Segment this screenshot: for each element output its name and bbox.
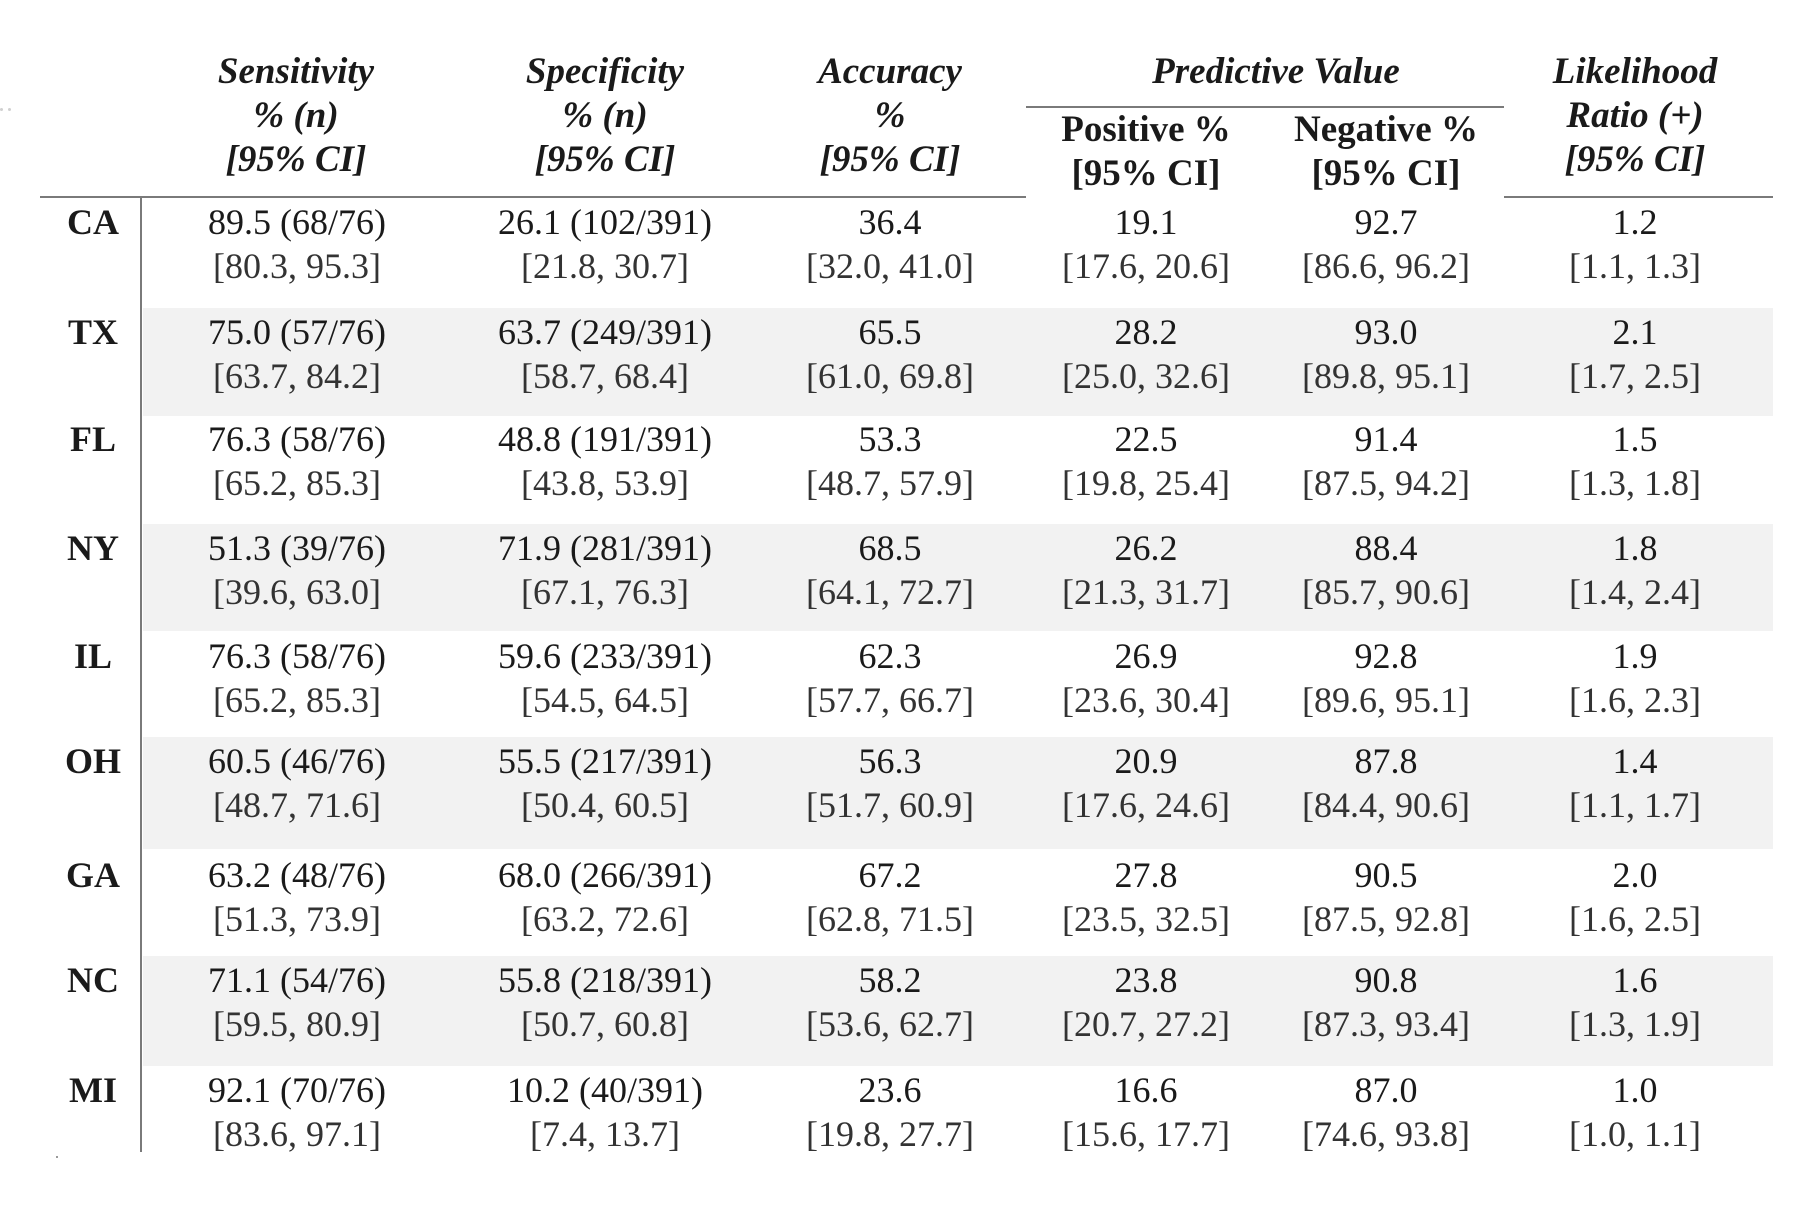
cell-acc (780, 200, 1000, 288)
cell-ppv (1026, 958, 1266, 1046)
row-state-label: NY (67, 528, 119, 568)
row-state-label: GA (66, 855, 120, 895)
cell-confidence-interval: [7.4, 13.7] (530, 1114, 680, 1154)
cell-npv (1266, 958, 1506, 1046)
cell-value: 71.9 (281/391) (498, 528, 712, 568)
header-line: Predictive Value (1152, 51, 1400, 92)
cell-value: 19.1 (1114, 202, 1178, 242)
cell-confidence-interval: [53.6, 62.7] (806, 1004, 974, 1044)
row-state-label: MI (69, 1070, 117, 1110)
cell-value: 28.2 (1114, 312, 1178, 352)
cell-confidence-interval: [62.8, 71.5] (806, 899, 974, 939)
cell-confidence-interval: [50.4, 60.5] (521, 785, 689, 825)
header-line: Positive % (1061, 109, 1231, 150)
row-state-label: NC (67, 960, 119, 1000)
cell-value: 23.6 (858, 1070, 922, 1110)
cell-value: 1.4 (1612, 741, 1658, 781)
cell-value: 56.3 (858, 741, 922, 781)
cell-confidence-interval: [1.3, 1.8] (1569, 463, 1701, 503)
header-likelihood-ratio (1520, 50, 1750, 182)
cell-value: 2.1 (1612, 312, 1658, 352)
cell-lr (1520, 853, 1750, 941)
cell-value: 27.8 (1114, 855, 1178, 895)
cell-confidence-interval: [74.6, 93.8] (1302, 1114, 1470, 1154)
cell-lr (1520, 310, 1750, 398)
cell-value: 16.6 (1114, 1070, 1178, 1110)
cell-lr (1520, 200, 1750, 288)
cell-confidence-interval: [85.7, 90.6] (1302, 572, 1470, 612)
cell-value: 92.8 (1354, 636, 1418, 676)
cell-spec (478, 526, 732, 614)
cell-value: 22.5 (1114, 419, 1178, 459)
cell-spec (478, 958, 732, 1046)
header-negative (1266, 108, 1506, 196)
cell-acc (780, 310, 1000, 398)
cell-npv (1266, 739, 1506, 827)
cell-ppv (1026, 634, 1266, 722)
cell-confidence-interval: [21.3, 31.7] (1062, 572, 1230, 612)
header-specificity (475, 50, 735, 182)
cell-value: 58.2 (858, 960, 922, 1000)
cell-confidence-interval: [1.0, 1.1] (1569, 1114, 1701, 1154)
cell-confidence-interval: [39.6, 63.0] (213, 572, 381, 612)
cell-sens (174, 739, 420, 827)
cell-confidence-interval: [84.4, 90.6] (1302, 785, 1470, 825)
cell-confidence-interval: [20.7, 27.2] (1062, 1004, 1230, 1044)
cell-confidence-interval: [43.8, 53.9] (521, 463, 689, 503)
cell-confidence-interval: [17.6, 24.6] (1062, 785, 1230, 825)
cell-confidence-interval: [89.6, 95.1] (1302, 680, 1470, 720)
cell-value: 1.8 (1612, 528, 1658, 568)
cell-value: 26.9 (1114, 636, 1178, 676)
cell-confidence-interval: [58.7, 68.4] (521, 356, 689, 396)
cell-acc (780, 958, 1000, 1046)
cell-value: 55.8 (218/391) (498, 960, 712, 1000)
cell-ppv (1026, 200, 1266, 288)
cell-npv (1266, 1068, 1506, 1156)
row-state-label: IL (73, 636, 113, 676)
header-line: [95% CI] (1564, 139, 1706, 180)
cell-value: 59.6 (233/391) (498, 636, 712, 676)
cell-acc (780, 1068, 1000, 1156)
scan-artifact (0, 108, 14, 112)
cell-value: 65.5 (858, 312, 922, 352)
cell-ppv (1026, 853, 1266, 941)
cell-value: 62.3 (858, 636, 922, 676)
cell-confidence-interval: [64.1, 72.7] (806, 572, 974, 612)
cell-confidence-interval: [23.5, 32.5] (1062, 899, 1230, 939)
cell-confidence-interval: [23.6, 30.4] (1062, 680, 1230, 720)
cell-confidence-interval: [63.7, 84.2] (213, 356, 381, 396)
cell-confidence-interval: [21.8, 30.7] (521, 246, 689, 286)
predictive-value-rule (1026, 106, 1504, 108)
cell-lr (1520, 1068, 1750, 1156)
header-line: Likelihood (1552, 51, 1718, 92)
cell-value: 87.8 (1354, 741, 1418, 781)
cell-lr (1520, 958, 1750, 1046)
cell-confidence-interval: [87.3, 93.4] (1302, 1004, 1470, 1044)
cell-value: 51.3 (39/76) (208, 528, 386, 568)
cell-acc (780, 526, 1000, 614)
cell-npv (1266, 417, 1506, 505)
header-line: Ratio (+) (1566, 95, 1704, 136)
row-state-label: FL (69, 419, 116, 459)
cell-npv (1266, 853, 1506, 941)
cell-value: 63.7 (249/391) (498, 312, 712, 352)
cell-value: 63.2 (48/76) (208, 855, 386, 895)
scan-speck (56, 1156, 58, 1158)
cell-lr (1520, 417, 1750, 505)
cell-value: 2.0 (1612, 855, 1658, 895)
cell-sens (174, 526, 420, 614)
cell-sens (174, 200, 420, 288)
header-line: [95% CI] (1071, 153, 1221, 194)
cell-value: 36.4 (858, 202, 922, 242)
header-line: [95% CI] (819, 139, 961, 180)
row-state-label: TX (67, 312, 118, 352)
cell-confidence-interval: [57.7, 66.7] (806, 680, 974, 720)
header-line: % (n) (562, 95, 648, 136)
cell-value: 1.0 (1612, 1070, 1658, 1110)
cell-value: 90.8 (1354, 960, 1418, 1000)
cell-confidence-interval: [1.3, 1.9] (1569, 1004, 1701, 1044)
cell-confidence-interval: [65.2, 85.3] (213, 680, 381, 720)
cell-confidence-interval: [51.3, 73.9] (213, 899, 381, 939)
cell-confidence-interval: [17.6, 20.6] (1062, 246, 1230, 286)
header-positive (1026, 108, 1266, 196)
cell-spec (478, 634, 732, 722)
cell-value: 26.1 (102/391) (498, 202, 712, 242)
header-line: [95% CI] (1311, 153, 1461, 194)
header-line: % (n) (253, 95, 339, 136)
header-rule-right (1504, 196, 1773, 198)
cell-confidence-interval: [80.3, 95.3] (213, 246, 381, 286)
cell-value: 92.1 (70/76) (208, 1070, 386, 1110)
cell-value: 91.4 (1354, 419, 1418, 459)
cell-sens (174, 958, 420, 1046)
header-line: % (874, 95, 906, 136)
cell-lr (1520, 739, 1750, 827)
cell-acc (780, 739, 1000, 827)
cell-confidence-interval: [83.6, 97.1] (213, 1114, 381, 1154)
cell-value: 87.0 (1354, 1070, 1418, 1110)
cell-value: 20.9 (1114, 741, 1178, 781)
cell-confidence-interval: [19.8, 25.4] (1062, 463, 1230, 503)
cell-confidence-interval: [1.1, 1.7] (1569, 785, 1701, 825)
cell-confidence-interval: [65.2, 85.3] (213, 463, 381, 503)
cell-value: 1.5 (1612, 419, 1658, 459)
cell-value: 76.3 (58/76) (208, 419, 386, 459)
cell-confidence-interval: [19.8, 27.7] (806, 1114, 974, 1154)
cell-value: 23.8 (1114, 960, 1178, 1000)
cell-confidence-interval: [61.0, 69.8] (806, 356, 974, 396)
cell-spec (478, 853, 732, 941)
cell-confidence-interval: [1.6, 2.5] (1569, 899, 1701, 939)
cell-confidence-interval: [89.8, 95.1] (1302, 356, 1470, 396)
cell-spec (478, 739, 732, 827)
row-state-label: CA (67, 202, 119, 242)
cell-confidence-interval: [25.0, 32.6] (1062, 356, 1230, 396)
cell-value: 60.5 (46/76) (208, 741, 386, 781)
row-state-label: OH (64, 741, 121, 781)
cell-confidence-interval: [87.5, 94.2] (1302, 463, 1470, 503)
cell-confidence-interval: [1.6, 2.3] (1569, 680, 1701, 720)
cell-confidence-interval: [87.5, 92.8] (1302, 899, 1470, 939)
cell-sens (174, 634, 420, 722)
cell-npv (1266, 526, 1506, 614)
cell-confidence-interval: [50.7, 60.8] (521, 1004, 689, 1044)
cell-ppv (1026, 526, 1266, 614)
cell-value: 48.8 (191/391) (498, 419, 712, 459)
header-line: Specificity (525, 51, 685, 92)
header-rule-left (40, 196, 1026, 198)
cell-value: 67.2 (858, 855, 922, 895)
cell-acc (780, 417, 1000, 505)
cell-acc (780, 634, 1000, 722)
cell-confidence-interval: [1.1, 1.3] (1569, 246, 1701, 286)
cell-confidence-interval: [59.5, 80.9] (213, 1004, 381, 1044)
cell-value: 10.2 (40/391) (507, 1070, 703, 1110)
cell-value: 53.3 (858, 419, 922, 459)
cell-value: 75.0 (57/76) (208, 312, 386, 352)
cell-npv (1266, 634, 1506, 722)
cell-value: 90.5 (1354, 855, 1418, 895)
cell-value: 89.5 (68/76) (208, 202, 386, 242)
cell-spec (478, 310, 732, 398)
cell-ppv (1026, 310, 1266, 398)
header-line: [95% CI] (225, 139, 367, 180)
header-line: Negative % (1294, 109, 1478, 150)
cell-acc (780, 853, 1000, 941)
cell-confidence-interval: [48.7, 71.6] (213, 785, 381, 825)
cell-confidence-interval: [1.7, 2.5] (1569, 356, 1701, 396)
cell-spec (478, 200, 732, 288)
cell-sens (174, 417, 420, 505)
cell-confidence-interval: [54.5, 64.5] (521, 680, 689, 720)
cell-value: 55.5 (217/391) (498, 741, 712, 781)
cell-npv (1266, 310, 1506, 398)
cell-sens (174, 853, 420, 941)
header-sensitivity (166, 50, 426, 182)
cell-confidence-interval: [48.7, 57.9] (806, 463, 974, 503)
cell-value: 1.6 (1612, 960, 1658, 1000)
cell-value: 1.9 (1612, 636, 1658, 676)
cell-value: 76.3 (58/76) (208, 636, 386, 676)
header-line: Accuracy (818, 51, 962, 92)
cell-spec (478, 1068, 732, 1156)
header-line: Sensitivity (217, 51, 375, 92)
cell-confidence-interval: [63.2, 72.6] (521, 899, 689, 939)
cell-value: 92.7 (1354, 202, 1418, 242)
cell-value: 68.0 (266/391) (498, 855, 712, 895)
cell-confidence-interval: [1.4, 2.4] (1569, 572, 1701, 612)
cell-ppv (1026, 1068, 1266, 1156)
cell-value: 26.2 (1114, 528, 1178, 568)
cell-lr (1520, 634, 1750, 722)
cell-lr (1520, 526, 1750, 614)
cell-sens (174, 310, 420, 398)
cell-ppv (1026, 417, 1266, 505)
cell-value: 1.2 (1612, 202, 1658, 242)
cell-npv (1266, 200, 1506, 288)
cell-value: 68.5 (858, 528, 922, 568)
cell-confidence-interval: [15.6, 17.7] (1062, 1114, 1230, 1154)
header-predictive-value (1026, 50, 1526, 94)
cell-confidence-interval: [86.6, 96.2] (1302, 246, 1470, 286)
cell-value: 71.1 (54/76) (208, 960, 386, 1000)
cell-sens (174, 1068, 420, 1156)
cell-spec (478, 417, 732, 505)
cell-value: 93.0 (1354, 312, 1418, 352)
cell-confidence-interval: [32.0, 41.0] (806, 246, 974, 286)
header-line: [95% CI] (534, 139, 676, 180)
header-accuracy (780, 50, 1000, 182)
cell-confidence-interval: [51.7, 60.9] (806, 785, 974, 825)
cell-confidence-interval: [67.1, 76.3] (521, 572, 689, 612)
cell-value: 88.4 (1354, 528, 1418, 568)
cell-ppv (1026, 739, 1266, 827)
